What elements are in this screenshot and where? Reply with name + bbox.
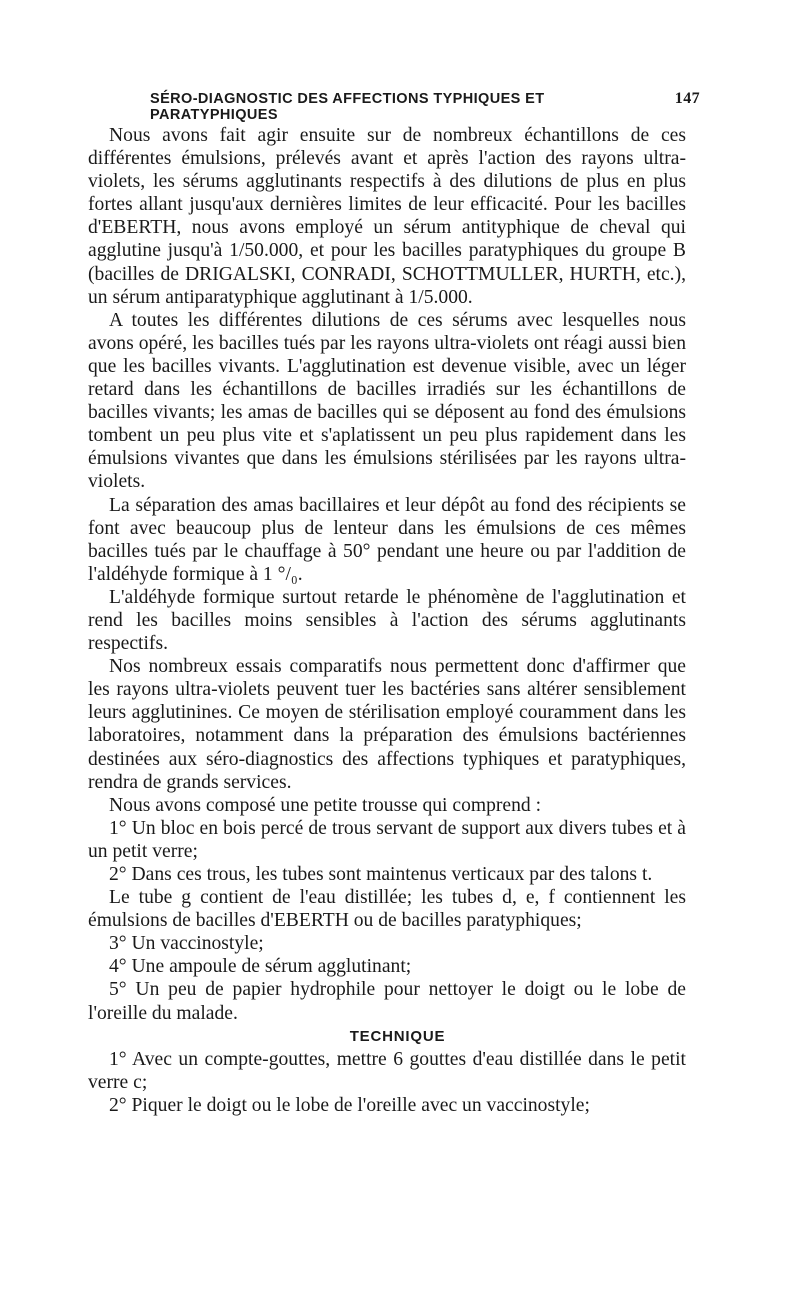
paragraph: Nous avons fait agir ensuite sur de nombreux échantillons de ces différentes émulsions, prélevés avant et après l'action des rayons ultra-violets, les sérums agglutinants respectifs à des dilutions de plus en plus fortes allant jusqu'aux dernières limites de leur efficacité. Pour les bacilles d'EBERTH, nous avons employé un sérum antityphique de cheval qui agglutine jusqu'à 1/50.000, et pour les bacilles paratyphiques du groupe B (bacilles de DRIGALSKI, CONRADI, SCHOTTMULLER, HURTH, etc.), un sérum antiparatyphique agglutinant à 1/5.000. <box>88 125 686 308</box>
technique-step: 2° Piquer le doigt ou le lobe de l'oreille avec un vaccinostyle; <box>109 1094 590 1116</box>
technique-step: 1° Avec un compte-gouttes, mettre 6 gouttes d'eau distillée dans le petit verre c; <box>88 1048 686 1093</box>
kit-item: 4° Une ampoule de sérum agglutinant; <box>109 956 412 978</box>
paragraph: Le tube g contient de l'eau distillée; les tubes d, e, f contiennent les émulsions de bacilles d'EBERTH ou de bacilles paratyphiques; <box>88 887 686 932</box>
section-title: TECHNIQUE <box>349 1027 446 1045</box>
paragraph: A toutes les différentes dilutions de ces sérums avec lesquelles nous avons opéré, les bacilles tués par les rayons ultra-violets ont réagi aussi bien que les bacilles vivants. L'agglutination est devenue visible, avec un léger retard dans les échantillons de bacilles irradiés sur les échantillons de bacilles vivants; les amas de bacilles qui se déposent au fond des émulsions tombent un peu plus vite et s'aplatissent un peu plus rapidement dans les émulsions vivantes que dans les émulsions stérilisées par les rayons ultra-violets. <box>88 309 686 493</box>
paragraph: Nos nombreux essais comparatifs nous permettent donc d'affirmer que les rayons ultra-violets peuvent tuer les bactéries sans altérer sensiblement leurs agglutinines. Ce moyen de stérilisation employé couramment dans les laboratoires, notamment dans la préparation des émulsions bactériennes destinées aux séro-diagnostics des affections typhiques et paratyphiques, rendra de grands services. <box>88 656 686 793</box>
kit-item: 1° Un bloc en bois percé de trous servant de support aux divers tubes et à un petit verre; <box>88 817 686 862</box>
body-text <box>88 124 686 1117</box>
kit-item: 2° Dans ces trous, les tubes sont maintenus verticaux par des talons t. <box>109 864 653 885</box>
page-number: 147 <box>674 90 700 107</box>
paragraph: Nous avons composé une petite trousse qui comprend : <box>109 794 542 816</box>
running-head <box>150 90 700 123</box>
kit-item: 3° Un vaccinostyle; <box>109 933 264 955</box>
running-title: SÉRO-DIAGNOSTIC DES AFFECTIONS TYPHIQUES ET PARATYPHIQUES <box>150 91 545 123</box>
paragraph: La séparation des amas bacillaires et leur dépôt au fond des récipients se font avec beaucoup plus de lenteur dans les émulsions de ces mêmes bacilles tués par le chauffage à 50° pendant une heure ou par l'addition de l'aldéhyde formique à 1 °/₀. <box>88 494 686 585</box>
paragraph: L'aldéhyde formique surtout retarde le phénomène de l'agglutination et rend les bacilles moins sensibles à l'action des sérums agglutinants respectifs. <box>88 586 686 655</box>
kit-item: 5° Un peu de papier hydrophile pour nettoyer le doigt ou le lobe de l'oreille du malade. <box>88 979 686 1024</box>
